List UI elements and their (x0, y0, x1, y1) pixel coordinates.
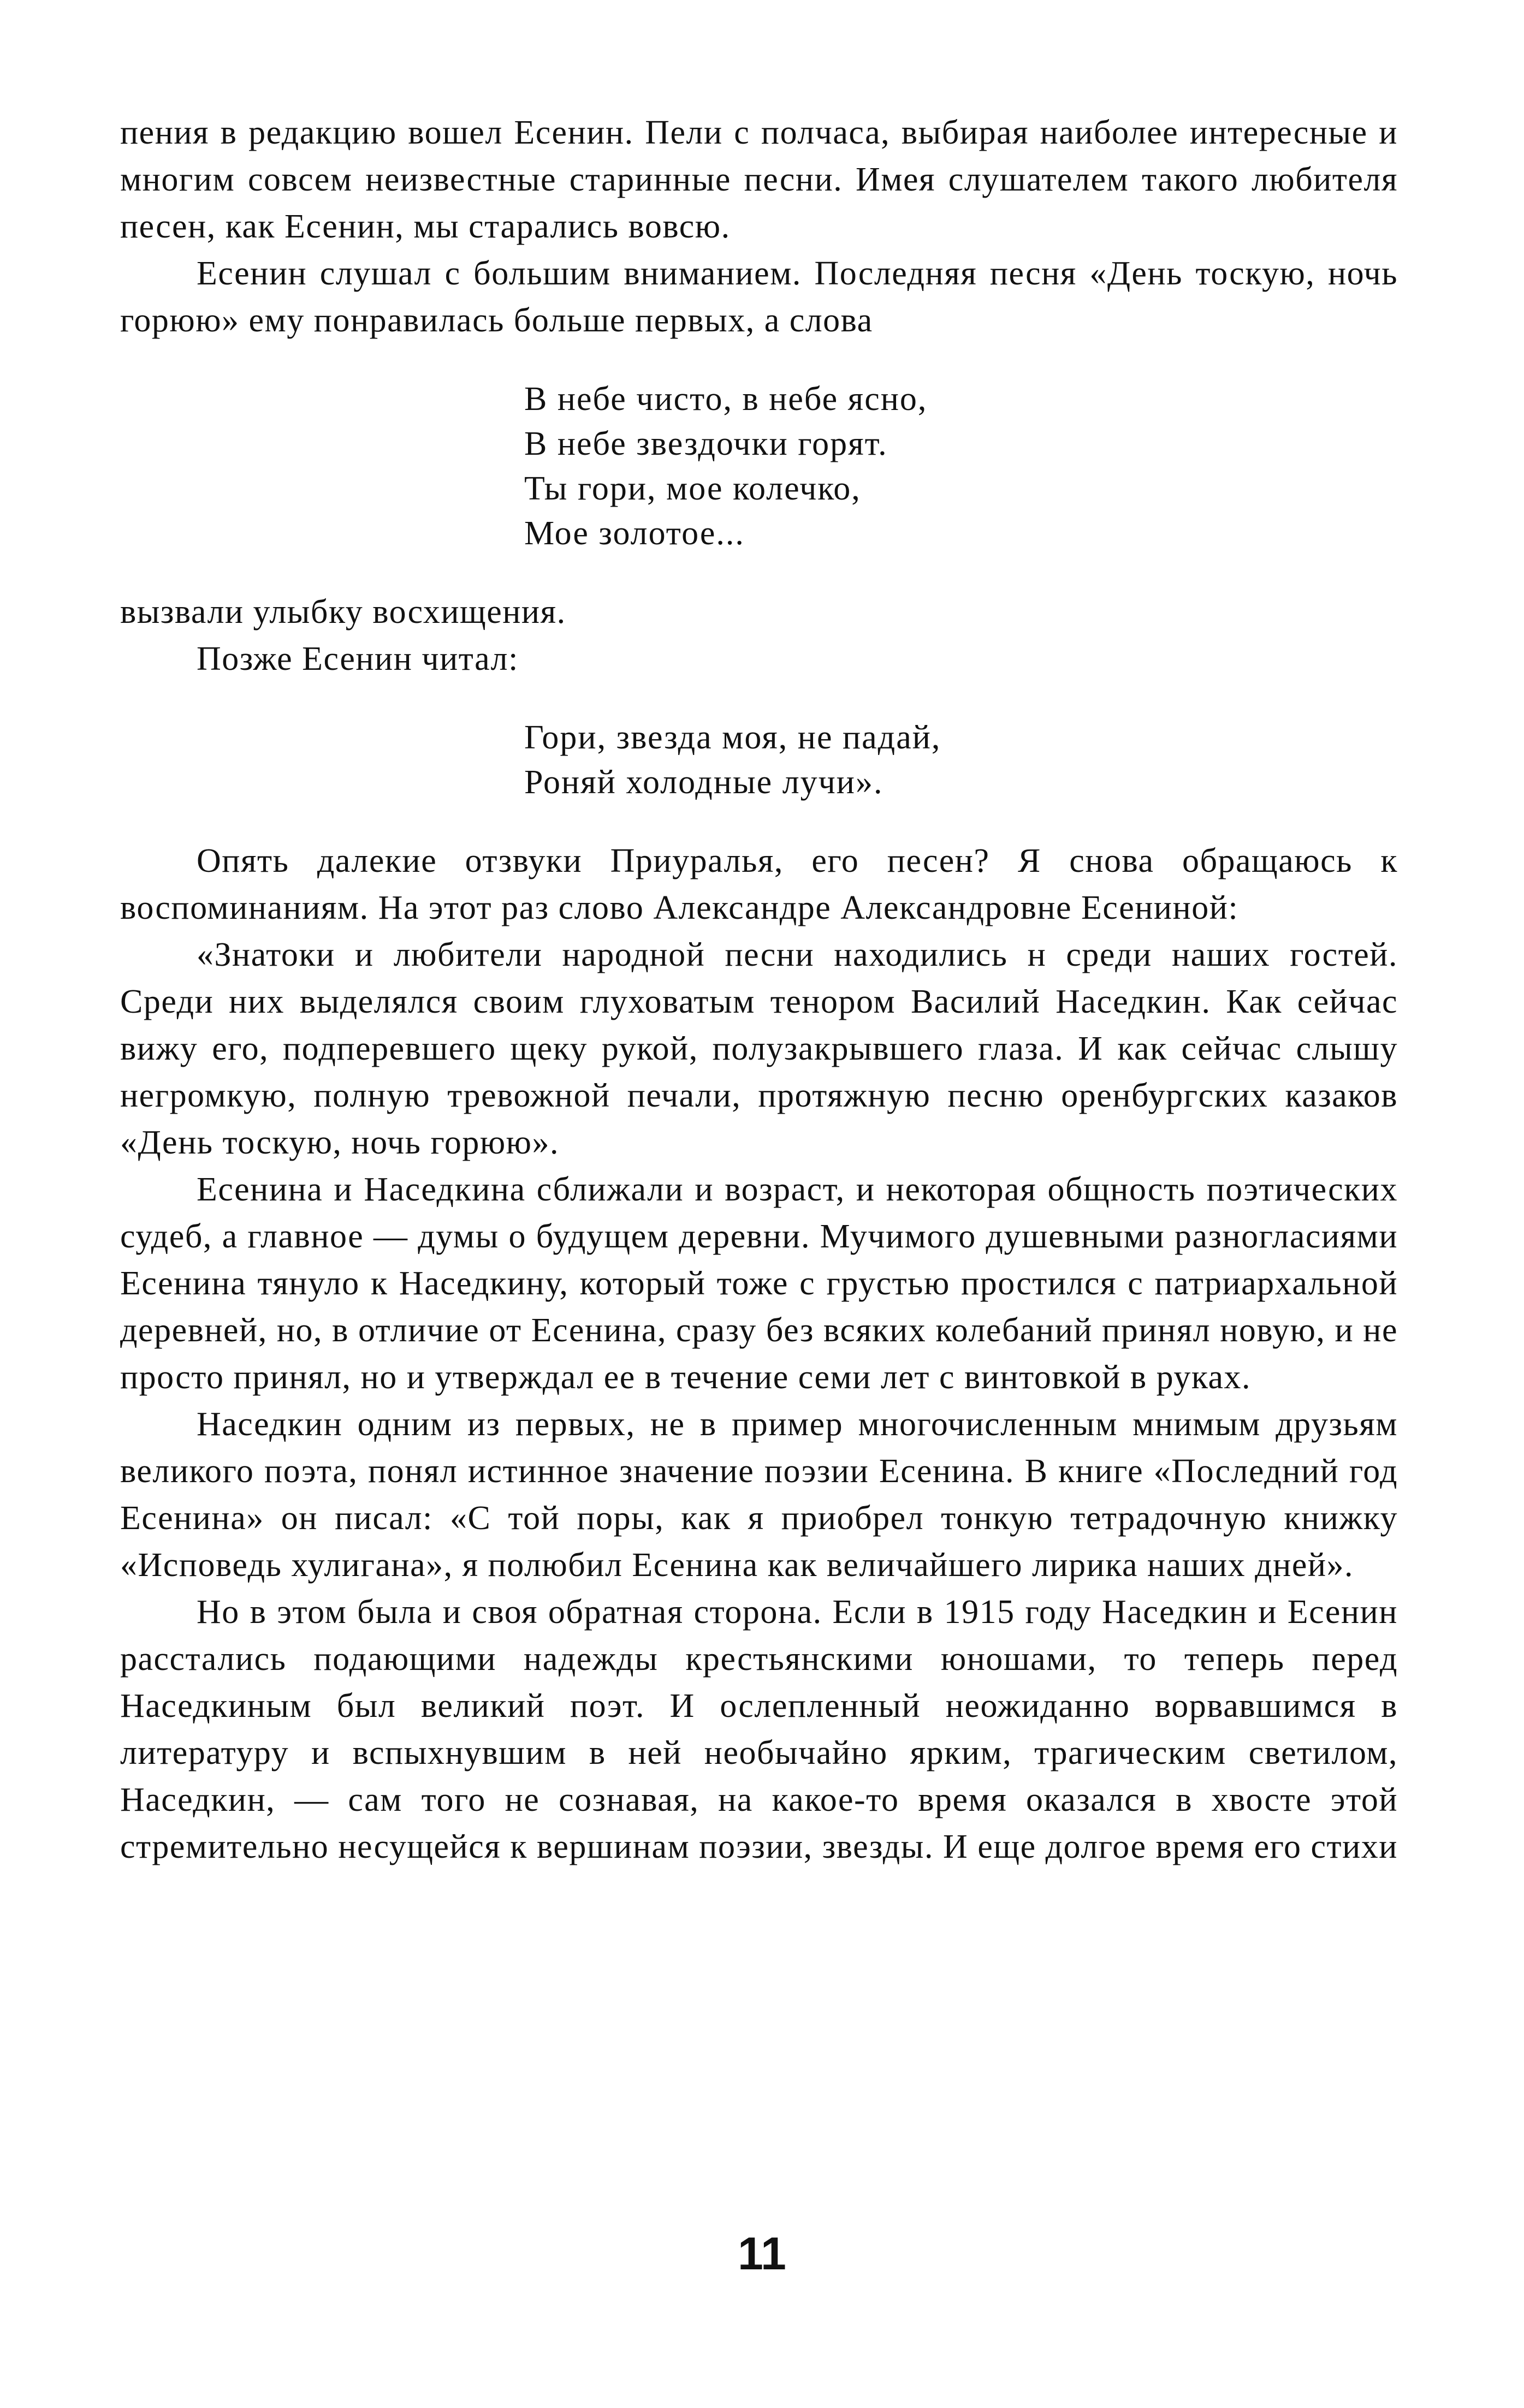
verse-1-line-3: Ты гори, мое колечко, (524, 470, 861, 507)
paragraph-2: Есенин слушал с большим вниманием. Последняя песня «День тоскую, ночь горюю» ему понравилась больше первых, а слова (120, 255, 1398, 339)
page-body (120, 109, 1398, 1870)
paragraph-5: Опять далекие отзвуки Приуралья, его песен? Я снова обращаюсь к воспоминаниям. На этот раз слово Александре Александровне Есениной: (120, 842, 1398, 926)
verse-2-line-1: Гори, звезда моя, не падай, (524, 719, 941, 756)
paragraph-9: Но в этом была и своя обратная сторона. Если в 1915 году Наседкин и Есенин расстались подающими надежды крестьянскими юношами, то теперь перед Наседкиным был великий поэт. И ослепленный неожиданно ворвавшимся в литературу и вспыхнувшим в ней необычайно ярким, трагическим светилом, Наседкин, — сам того не сознавая, на какое-то время оказался в хвосте этой стремительно несущейся к вершинам поэзии, звезды. И еще долгое время его стихи (120, 1594, 1398, 1865)
verse-1-line-2: В небе звездочки горят. (524, 425, 888, 462)
paragraph-6: «Знатоки и любители народной песни находились н среди наших гостей. Среди них выделялся своим глуховатым тенором Василий Наседкин. Как сейчас вижу его, подперевшего щеку рукой, полузакрывшего глаза. И как сейчас слышу негромкую, полную тревожной печали, протяжную песню оренбургских казаков «День тоскую, ночь горюю». (120, 936, 1398, 1161)
paragraph-8: Наседкин одним из первых, не в пример многочисленным мнимым друзьям великого поэта, понял истинное значение поэзии Есенина. В книге «Последний год Есенина» он писал: «С той поры, как я приобрел тонкую тетрадочную книжку «Исповедь хулигана», я полюбил Есенина как величайшего лирика наших дней». (120, 1406, 1398, 1584)
verse-2-line-2: Роняй холодные лучи». (524, 764, 883, 801)
verse-2 (524, 715, 1398, 805)
paragraph-7: Есенина и Наседкина сближали и возраст, и некоторая общность поэтических судеб, а главное — думы о будущем деревни. Мучимого душевными разногласиями Есенина тянуло к Наседкину, который тоже с грустью простился с патриархальной деревней, но, в отличие от Есенина, сразу без всяких колебаний принял новую, и не просто принял, но и утверждал ее в течение семи лет с винтовкой в руках. (120, 1171, 1398, 1396)
paragraph-3: вызвали улыбку восхищения. (120, 593, 566, 631)
verse-1-line-4: Мое золотое... (524, 515, 745, 552)
paragraph-1: пения в редакцию вошел Есенин. Пели с полчаса, выбирая наиболее интересные и многим совсем неизвестные старинные песни. Имея слушателем такого любителя песен, как Есенин, мы старались вовсю. (120, 114, 1398, 245)
page-number: 11 (738, 2228, 786, 2279)
paragraph-4: Позже Есенин читал: (197, 640, 519, 677)
verse-1-line-1: В небе чисто, в небе ясно, (524, 380, 928, 418)
verse-1 (524, 377, 1398, 556)
